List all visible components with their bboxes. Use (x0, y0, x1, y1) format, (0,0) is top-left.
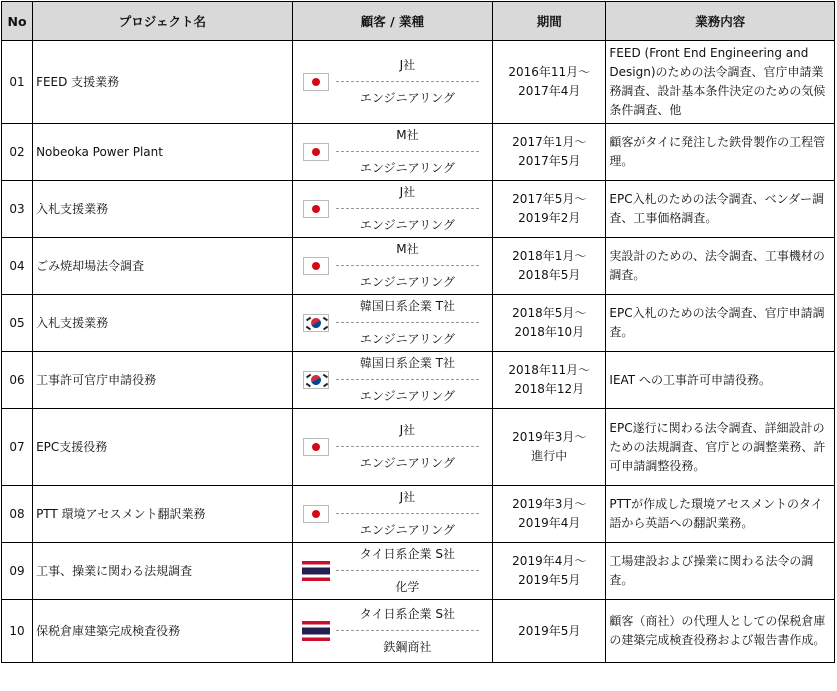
business-detail: IEAT への工事許可申請役務。 (606, 352, 834, 408)
period-end: 2019年5月 (518, 573, 581, 587)
business-detail: 顧客（商社）の代理人としての保税倉庫の建築完成検査役務および報告書作成。 (606, 600, 834, 662)
table-row (2, 600, 834, 662)
project-name: FEED 支援業務 (33, 41, 292, 123)
project-name: 工事許可官庁申請役務 (33, 352, 292, 408)
thailand-flag-icon (302, 561, 330, 581)
period-end: 2019年4月 (518, 516, 581, 530)
row-number: 10 (2, 600, 32, 662)
client-industry: 化学 (336, 570, 479, 597)
business-detail: 顧客がタイに発注した鉄骨製作の工程管理。 (606, 124, 834, 180)
period-cell (493, 352, 605, 408)
row-number: 04 (2, 238, 32, 294)
period-cell (493, 295, 605, 351)
header-client-industry: 顧客 / 業種 (293, 2, 492, 40)
client-company: M社 (396, 128, 419, 142)
project-name: Nobeoka Power Plant (33, 124, 292, 180)
period-cell (493, 238, 605, 294)
client-industry: エンジニアリング (336, 379, 479, 406)
client-cell (293, 352, 492, 408)
period-start: 2017年5月～ (512, 192, 587, 206)
project-name: EPC支援役務 (33, 409, 292, 485)
client-company: J社 (399, 185, 416, 199)
period-cell (493, 486, 605, 542)
client-industry: エンジニアリング (336, 151, 479, 178)
period-start: 2019年5月 (518, 623, 581, 638)
japan-flag-icon (303, 200, 329, 218)
row-number: 06 (2, 352, 32, 408)
table-row (2, 124, 834, 180)
project-name: 入札支援業務 (33, 295, 292, 351)
table-row (2, 352, 834, 408)
period-start: 2019年3月～ (512, 430, 587, 444)
japan-flag-icon (303, 143, 329, 161)
client-company: 韓国日系企業 T社 (359, 299, 455, 313)
row-number: 02 (2, 124, 32, 180)
period-cell (493, 409, 605, 485)
period-cell (493, 543, 605, 599)
period-end: 2018年10月 (514, 325, 585, 339)
japan-flag-icon (303, 505, 329, 523)
thailand-flag-icon (302, 621, 330, 641)
client-company: 韓国日系企業 T社 (359, 356, 455, 370)
table-header-row (2, 2, 834, 40)
header-period: 期間 (493, 2, 605, 40)
client-industry: エンジニアリング (336, 322, 479, 349)
row-number: 07 (2, 409, 32, 485)
business-detail: EPC遂行に関わる法令調査、詳細設計のための法規調査、官庁との調整業務、許可申請調整役務。 (606, 409, 834, 485)
business-detail: EPC入札のための法令調査、ベンダー調査、工事価格調査。 (606, 181, 834, 237)
period-cell (493, 124, 605, 180)
project-name: PTT 環境アセスメント翻訳業務 (33, 486, 292, 542)
client-company: J社 (399, 490, 416, 504)
period-start: 2016年11月～ (508, 65, 591, 79)
business-detail: FEED (Front End Engineering and Design)のための法令調査、官庁申請業務調査、設計基本条件決定のための気候条件調査、他 (606, 41, 834, 123)
client-industry: エンジニアリング (336, 265, 479, 292)
client-cell (293, 238, 492, 294)
project-name: 工事、操業に関わる法規調査 (33, 543, 292, 599)
korea-flag-icon (303, 314, 329, 332)
table-row (2, 543, 834, 599)
client-industry: エンジニアリング (336, 513, 479, 540)
japan-flag-icon (303, 257, 329, 275)
table-row (2, 486, 834, 542)
client-company: タイ日系企業 S社 (359, 607, 455, 621)
project-name: ごみ焼却場法令調査 (33, 238, 292, 294)
client-cell (293, 543, 492, 599)
client-cell (293, 181, 492, 237)
client-cell (293, 486, 492, 542)
japan-flag-icon (303, 73, 329, 91)
period-end: 2018年5月 (518, 268, 581, 282)
table-body (2, 41, 834, 662)
client-company: J社 (399, 423, 416, 437)
client-cell (293, 600, 492, 662)
period-cell (493, 181, 605, 237)
client-cell (293, 295, 492, 351)
period-start: 2019年3月～ (512, 497, 587, 511)
client-company: タイ日系企業 S社 (359, 547, 455, 561)
client-industry: エンジニアリング (336, 208, 479, 235)
period-cell (493, 600, 605, 662)
row-number: 05 (2, 295, 32, 351)
client-cell (293, 409, 492, 485)
japan-flag-icon (303, 438, 329, 456)
table-row (2, 238, 834, 294)
client-industry: エンジニアリング (336, 446, 479, 473)
table-row (2, 409, 834, 485)
period-end: 2019年2月 (518, 211, 581, 225)
period-start: 2017年1月～ (512, 135, 587, 149)
period-cell (493, 41, 605, 123)
period-start: 2018年5月～ (512, 306, 587, 320)
project-table (1, 1, 835, 663)
business-detail: EPC入札のための法令調査、官庁申請調査。 (606, 295, 834, 351)
period-end: 2018年12月 (514, 382, 585, 396)
table-row (2, 41, 834, 123)
project-name: 入札支援業務 (33, 181, 292, 237)
business-detail: PTTが作成した環境アセスメントのタイ語から英語への翻訳業務。 (606, 486, 834, 542)
business-detail: 工場建設および操業に関わる法令の調査。 (606, 543, 834, 599)
project-name: 保税倉庫建築完成検査役務 (33, 600, 292, 662)
row-number: 03 (2, 181, 32, 237)
period-end: 2017年4月 (518, 84, 581, 98)
row-number: 01 (2, 41, 32, 123)
row-number: 09 (2, 543, 32, 599)
period-end: 2017年5月 (518, 154, 581, 168)
header-no: No (2, 2, 32, 40)
client-industry: 鉄鋼商社 (336, 630, 479, 657)
korea-flag-icon (303, 371, 329, 389)
header-business-detail: 業務内容 (606, 2, 834, 40)
period-end: 進行中 (531, 449, 568, 463)
table-row (2, 295, 834, 351)
client-company: J社 (399, 58, 416, 72)
client-cell (293, 124, 492, 180)
header-project-name: プロジェクト名 (33, 2, 292, 40)
period-start: 2018年1月～ (512, 249, 587, 263)
period-start: 2019年4月～ (512, 554, 587, 568)
client-company: M社 (396, 242, 419, 256)
business-detail: 実設計のための、法令調査、工事機材の調査。 (606, 238, 834, 294)
table-row (2, 181, 834, 237)
period-start: 2018年11月～ (508, 363, 591, 377)
client-cell (293, 41, 492, 123)
client-industry: エンジニアリング (336, 81, 479, 108)
row-number: 08 (2, 486, 32, 542)
